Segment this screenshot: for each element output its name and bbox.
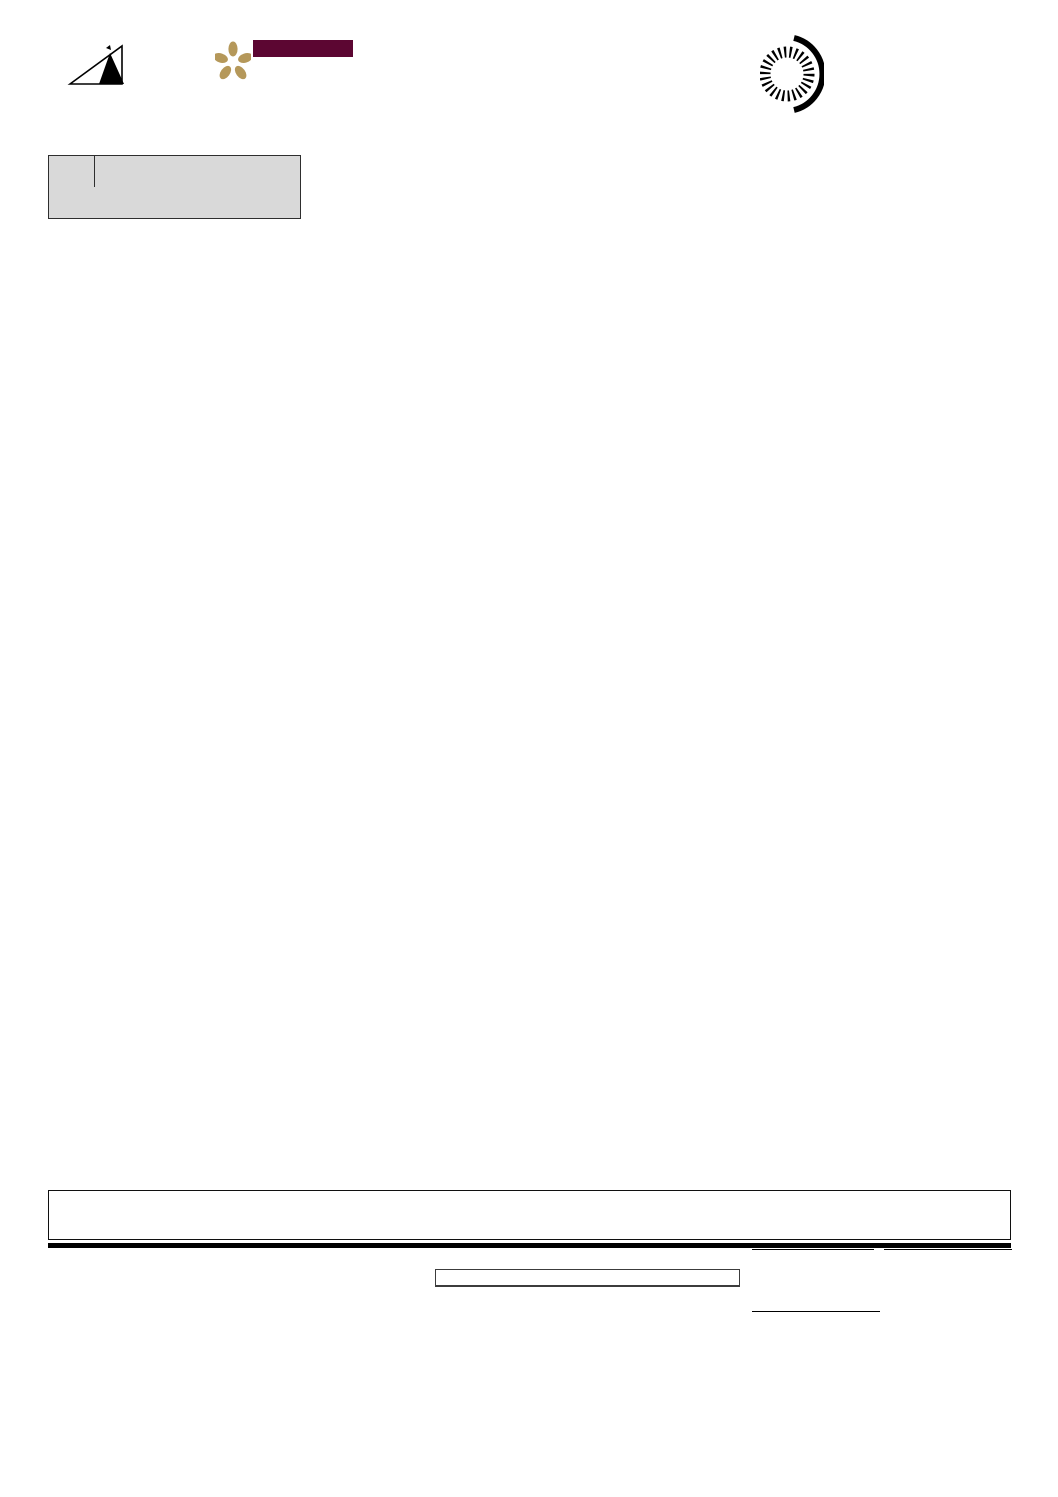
lucky-losers-label (752, 1310, 880, 1312)
draw-entry (49, 156, 300, 187)
ipf-ball-icon (760, 35, 824, 113)
retirements-label (884, 1248, 1012, 1250)
rotterdam-p1-logo (66, 36, 226, 94)
rotterdam-triangle-icon (66, 36, 136, 92)
seeded-teams-table (435, 1269, 740, 1287)
entry-team-names (95, 156, 267, 187)
withdrawals-label (752, 1248, 874, 1250)
rounds-table (48, 1190, 1011, 1240)
retirements-block (884, 1248, 1012, 1250)
ipf-logo (760, 34, 832, 114)
qatar-airways-wordmark (253, 40, 353, 57)
released-block (200, 1250, 285, 1253)
draw-pair (48, 155, 301, 219)
premier-padel-tour-logo (215, 38, 365, 94)
withdrawals-block (752, 1248, 874, 1253)
premier-padel-flower-icon (215, 38, 251, 88)
seeded-teams-header (436, 1270, 739, 1286)
entry-number-cell (49, 156, 95, 187)
lucky-losers-block (752, 1310, 880, 1315)
entry-country-codes (267, 156, 300, 187)
supervisor-block (290, 1250, 410, 1256)
